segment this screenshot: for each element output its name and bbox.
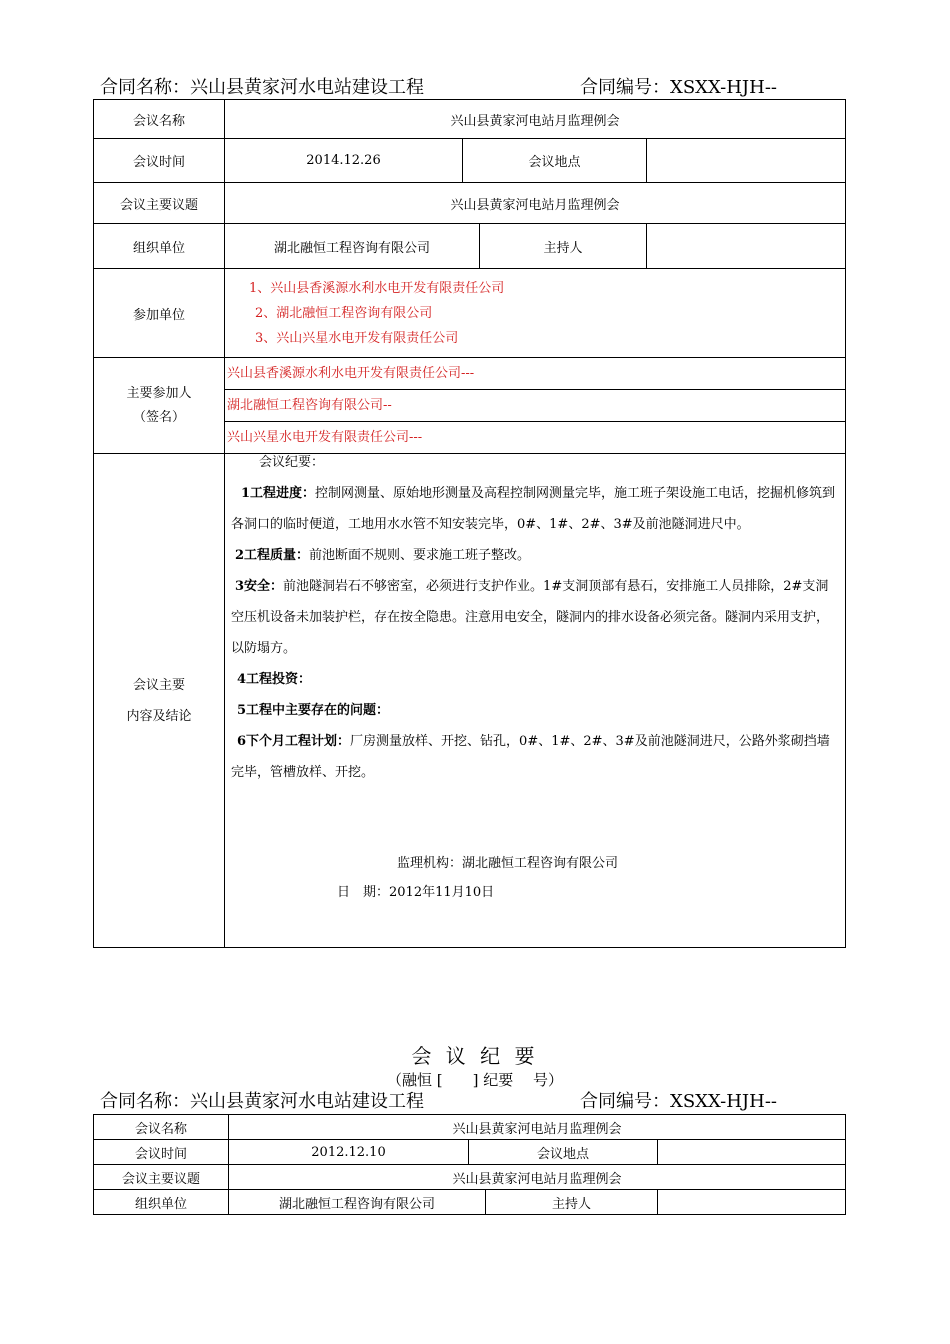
meeting-place-label: 会议地点 (469, 1140, 658, 1165)
meeting-time-label: 会议时间 (94, 139, 225, 183)
contract-number: 合同编号：XSXX-HJH-- (580, 77, 777, 98)
host-label: 主持人 (486, 1190, 658, 1215)
host-label: 主持人 (480, 224, 647, 269)
meeting-time-label: 会议时间 (94, 1140, 229, 1165)
row-organizer (94, 224, 846, 269)
minutes-item (231, 664, 841, 695)
meeting-name-label: 会议名称 (94, 100, 225, 139)
meeting-topic-label: 会议主要议题 (94, 183, 225, 224)
meeting-topic-value: 兴山县黄家河电站月监理例会 (229, 1165, 846, 1190)
contract-name: 合同名称：兴山县黄家河水电站建设工程 (100, 77, 424, 98)
item-text: 前池隧洞岩石不够密室，必须进行支护作业。1#支洞顶部有悬石，安排施工人员排除，2#支洞空压机设备未加装护栏，存在按全隐患。注意用电安全，隧洞内的排水设备必须完备。隧洞内采用支护，以防塌方。 (231, 579, 830, 656)
minutes-item (231, 726, 841, 788)
item-heading: 5工程中主要存在的问题： (237, 703, 390, 718)
meeting-minutes-table-2 (93, 1114, 846, 1215)
row-meeting-topic (94, 1165, 846, 1190)
minutes-title: 会 议 纪 要 (411, 1044, 539, 1068)
host-value (658, 1190, 846, 1215)
row-meeting-time (94, 1140, 846, 1165)
row-participants (94, 269, 846, 358)
contract-number: 合同编号：XSXX-HJH-- (580, 1091, 777, 1112)
attendee-signature: 兴山县香溪源水利水电开发有限责任公司--- (225, 358, 845, 390)
item-text: 控制网测量、原始地形测量及高程控制网测量完毕，施工班子架设施工电话，挖掘机修筑到各洞口的临时便道，工地用水水管不知安装完毕，0#、1#、2#、3#及前池隧洞进尺中。 (231, 486, 836, 532)
row-attendees (94, 358, 846, 454)
row-organizer (94, 1190, 846, 1215)
meeting-place-value (658, 1140, 846, 1165)
row-meeting-name (94, 100, 846, 139)
meeting-place-value (647, 139, 846, 183)
organizer-value: 湖北融恒工程咨询有限公司 (229, 1190, 486, 1215)
attendees-label-line2: （签名） (132, 409, 185, 425)
date-line: 日 期：2012年11月10日 (337, 885, 495, 900)
attendees-label-line1: 主要参加人 (126, 385, 192, 401)
minutes-item (231, 478, 841, 540)
organizer-label: 组织单位 (94, 1190, 229, 1215)
row-meeting-time (94, 139, 846, 183)
item-heading: 4工程投资： (237, 672, 312, 687)
minutes-intro: 会议纪要： (259, 455, 325, 470)
item-heading: 2工程质量： (235, 548, 310, 563)
meeting-minutes-table (93, 99, 846, 948)
meeting-name-value: 兴山县黄家河电站月监理例会 (225, 100, 846, 139)
participant-unit: 3、兴山兴星水电开发有限责任公司 (255, 330, 459, 346)
participants-list (225, 269, 846, 358)
supervisor-line: 监理机构：湖北融恒工程咨询有限公司 (397, 856, 619, 871)
item-heading: 3安全： (235, 579, 284, 594)
content-label-line2: 内容及结论 (126, 708, 192, 724)
item-heading: 6下个月工程计划： (237, 734, 351, 749)
row-content (94, 454, 846, 948)
attendees-label (94, 358, 225, 454)
minutes-item (231, 540, 841, 571)
item-heading: 1工程进度： (241, 486, 316, 501)
organizer-label: 组织单位 (94, 224, 225, 269)
minutes-number: （融恒 [ ] 纪要 号） (386, 1071, 563, 1089)
content-body (225, 454, 846, 948)
contract-name: 合同名称：兴山县黄家河水电站建设工程 (100, 1091, 424, 1112)
item-text: 前池断面不规则、要求施工班子整改。 (309, 548, 531, 563)
minutes-item (231, 571, 841, 664)
meeting-name-label: 会议名称 (94, 1115, 229, 1140)
minutes-item (231, 695, 841, 726)
participant-unit: 2、湖北融恒工程咨询有限公司 (255, 305, 433, 321)
row-meeting-topic (94, 183, 846, 224)
attendee-signature: 兴山兴星水电开发有限责任公司--- (227, 430, 423, 445)
meeting-name-value: 兴山县黄家河电站月监理例会 (229, 1115, 846, 1140)
host-value (647, 224, 846, 269)
content-label (94, 454, 225, 948)
attendees-signatures (225, 358, 846, 454)
row-meeting-name (94, 1115, 846, 1140)
meeting-topic-label: 会议主要议题 (94, 1165, 229, 1190)
meeting-topic-value: 兴山县黄家河电站月监理例会 (225, 183, 846, 224)
meeting-time-value: 2012.12.10 (229, 1140, 469, 1165)
participants-label: 参加单位 (94, 269, 225, 358)
content-label-line1: 会议主要 (132, 677, 185, 693)
attendee-signature: 湖北融恒工程咨询有限公司-- (225, 390, 845, 422)
organizer-value: 湖北融恒工程咨询有限公司 (225, 224, 480, 269)
item-text: 厂房测量放样、开挖、钻孔，0#、1#、2#、3#及前池隧洞进尺，公路外浆砌挡墙完毕，管槽放样、开挖。 (231, 734, 830, 780)
meeting-place-label: 会议地点 (463, 139, 647, 183)
meeting-time-value: 2014.12.26 (225, 139, 463, 183)
participant-unit: 1、兴山县香溪源水利水电开发有限责任公司 (249, 280, 505, 296)
